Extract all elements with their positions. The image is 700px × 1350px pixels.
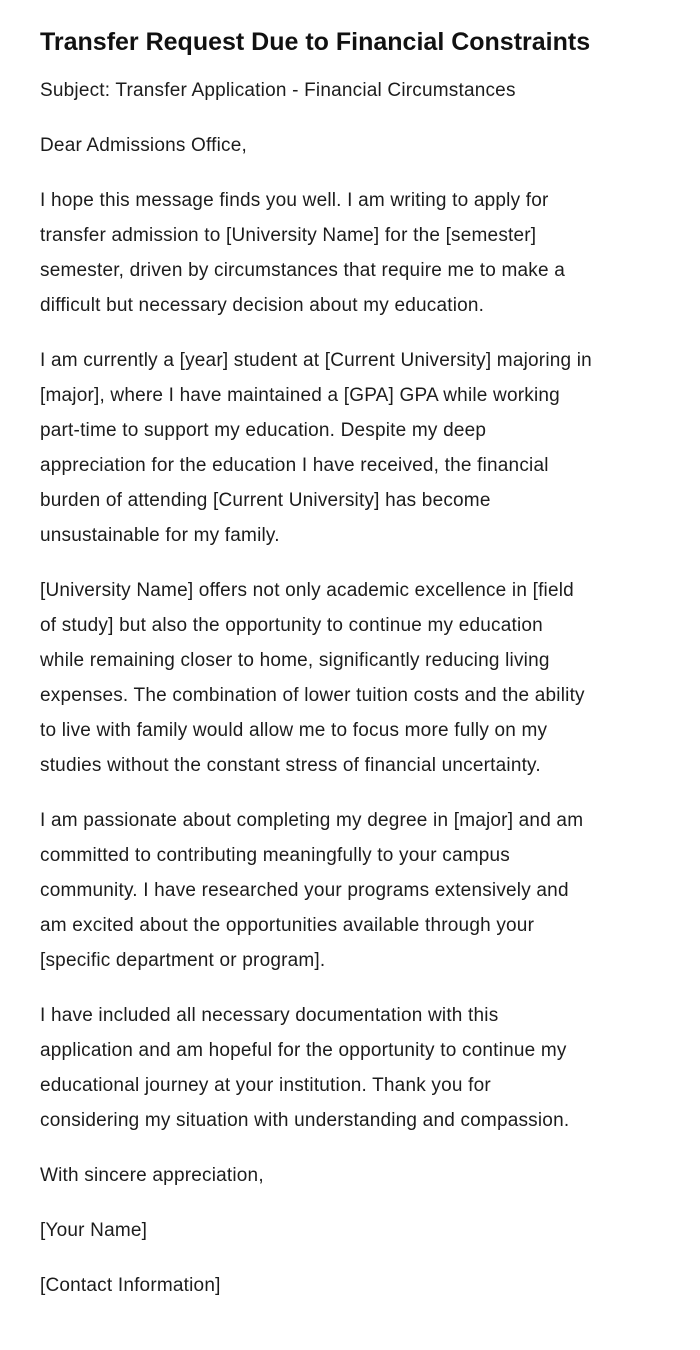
- paragraph-university-benefits: [University Name] offers not only academic excellence in [field of study] but also the opportunity to continue my education while remaining closer to home, significantly reducing living expenses. The combination of lower tuition costs and the ability to live with family would allow me to focus more fully on my studies without the constant stress of financial uncertainty.: [40, 580, 585, 776]
- signature-name: [Your Name]: [40, 1220, 148, 1241]
- closing: With sincere appreciation,: [40, 1165, 264, 1186]
- signature-contact: [Contact Information]: [40, 1275, 221, 1296]
- paragraph-commitment: I am passionate about completing my degree in [major] and am committed to contributing meaningfully to your campus community. I have researched your programs extensively and am excited about the opportunities available through your [specific department or program].: [40, 810, 584, 971]
- paragraph-documentation-thanks: I have included all necessary documentation with this application and am hopeful for the opportunity to continue my educational journey at your institution. Thank you for considering my situation with understanding and compassion.: [40, 1005, 570, 1131]
- document-title: Transfer Request Due to Financial Constraints: [40, 28, 591, 56]
- paragraph-intro: I hope this message finds you well. I am writing to apply for transfer admission to [University Name] for the [semester] semester, driven by circumstances that require me to make a difficult but necessary decision about my education.: [40, 190, 566, 316]
- salutation: Dear Admissions Office,: [40, 135, 247, 156]
- subject-line: Subject: Transfer Application - Financial Circumstances: [40, 80, 516, 101]
- paragraph-current-situation: I am currently a [year] student at [Current University] majoring in [major], where I have maintained a [GPA] GPA while working part-time to support my education. Despite my deep appreciation for the education I have received, the financial burden of attending [Current University] has become unsustainable for my family.: [40, 350, 592, 546]
